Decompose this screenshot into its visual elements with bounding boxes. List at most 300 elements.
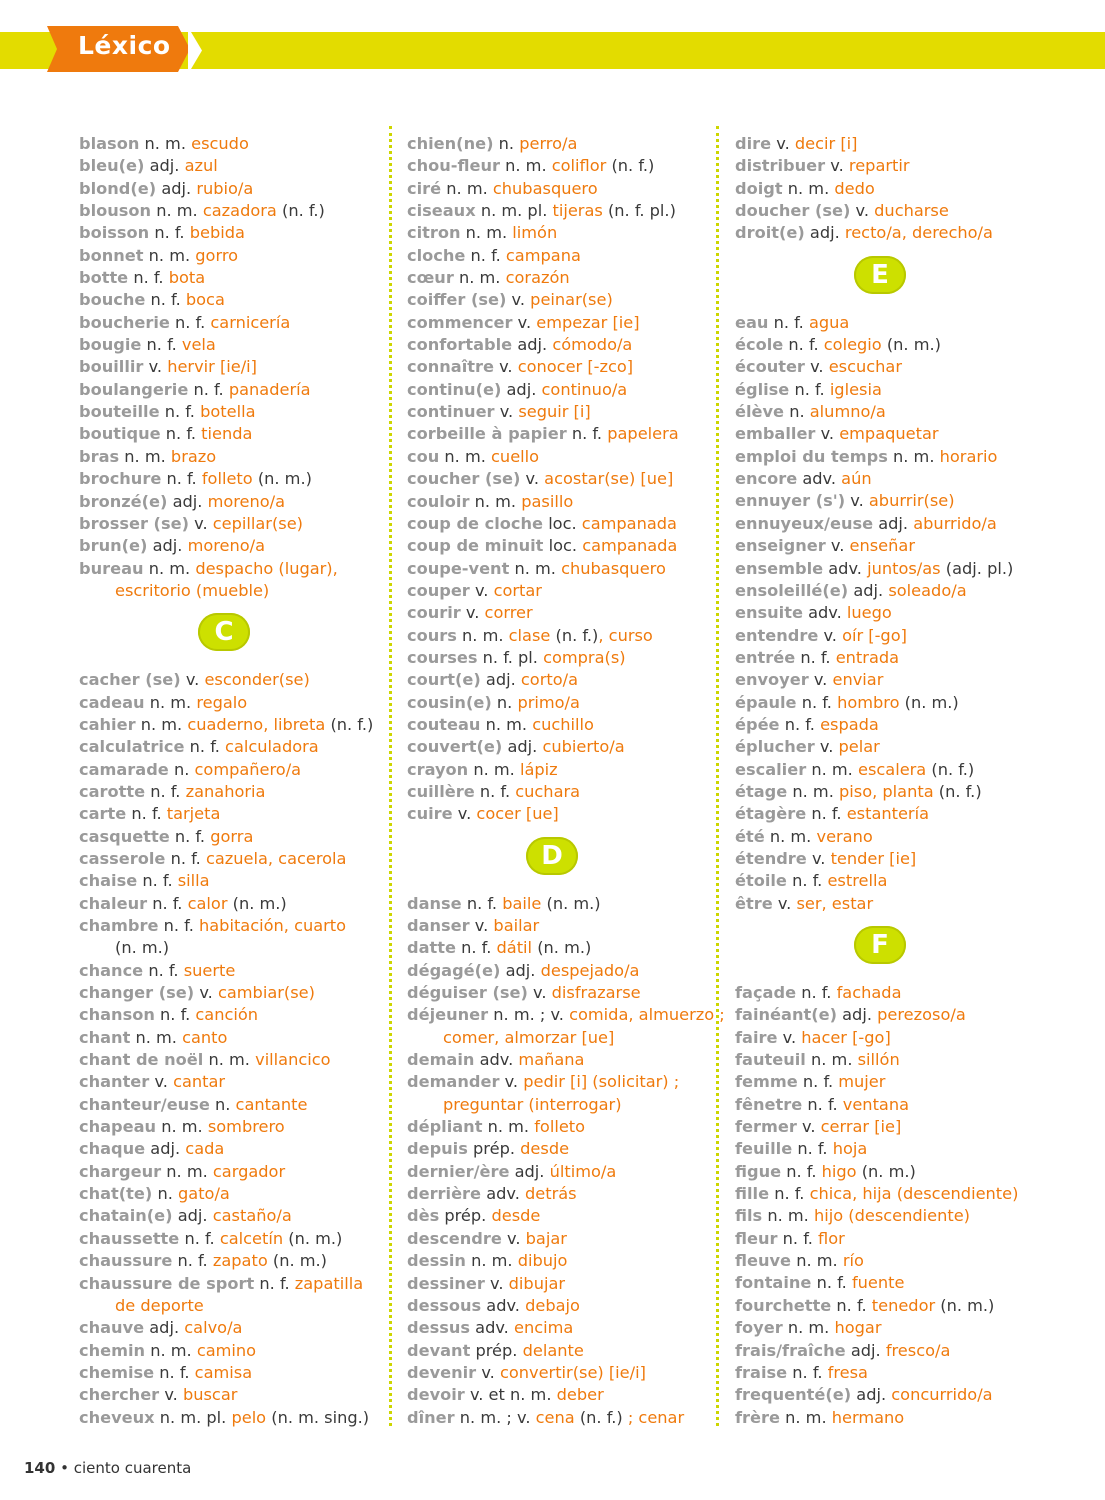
translation: tarjeta (166, 804, 221, 824)
glossary-entry (407, 1273, 707, 1295)
headword: ensuite (735, 603, 803, 623)
grammar-note: (n. m.) (940, 1295, 995, 1315)
headword: casserole (79, 848, 166, 868)
glossary-entry (407, 960, 707, 982)
grammar-tag: n. m. ; v. (493, 1005, 564, 1025)
headword: fermer (735, 1117, 797, 1137)
grammar-tag: n. f. (788, 335, 819, 355)
grammar-tag: adv. (475, 1318, 509, 1338)
grammar-tag: n. f. (177, 1251, 208, 1271)
translation: aburrido/a (913, 513, 997, 533)
glossary-entry (407, 133, 707, 155)
headword: coiffer (se) (407, 290, 507, 310)
grammar-tag: n. m. pl. (480, 201, 548, 221)
translation: camisa (194, 1362, 253, 1382)
entry-continuation (79, 1295, 379, 1317)
translation: cargador (212, 1161, 286, 1181)
translation: cazadora (202, 201, 277, 221)
glossary-entry (735, 1071, 1035, 1093)
grammar-tag: v. (504, 1072, 519, 1092)
translation: canto (182, 1027, 228, 1047)
glossary-entry (735, 759, 1035, 781)
translation: gato/a (178, 1184, 230, 1204)
headword: escalier (735, 759, 807, 779)
glossary-entry (407, 1071, 707, 1093)
grammar-tag: v. (855, 201, 869, 221)
translation-continued: escritorio (mueble) (115, 580, 270, 600)
headword: blason (79, 134, 140, 153)
grammar-tag: n. m. ; v. (459, 1407, 531, 1427)
grammar-tag: n. m. (140, 714, 183, 734)
headword: chanteur/euse (79, 1094, 210, 1114)
grammar-tag: n. m. (446, 178, 488, 198)
glossary-entry (79, 155, 379, 177)
grammar-tag: n. f. (792, 871, 823, 891)
glossary-entry (407, 982, 707, 1004)
grammar-tag: v. (465, 603, 480, 623)
grammar-tag: n. m. (166, 1161, 208, 1181)
grammar-tag: adj. (177, 1206, 208, 1226)
glossary-entry (735, 200, 1035, 222)
glossary-entry (735, 133, 1035, 155)
grammar-tag: n. m. (208, 1050, 250, 1070)
grammar-tag: n. f. (786, 1161, 817, 1181)
headword: coup de cloche (407, 513, 544, 533)
headword: coupe-vent (407, 558, 510, 578)
headword: chemin (79, 1340, 146, 1360)
translation: cuaderno, libreta (187, 714, 326, 734)
translation: decir [i] (794, 134, 858, 153)
glossary-entry (79, 960, 379, 982)
translation: deber (556, 1385, 604, 1405)
headword: changer (se) (79, 983, 195, 1003)
translation: ser, estar (796, 893, 874, 913)
grammar-tag: v. (525, 469, 539, 489)
grammar-tag: n. f. (801, 692, 832, 712)
translation: higo (821, 1161, 857, 1181)
grammar-tag: v. et n. m. (469, 1385, 552, 1405)
glossary-entry (79, 133, 379, 155)
glossary-entry (735, 1272, 1035, 1294)
translation: ventana (842, 1094, 910, 1114)
headword: couper (407, 580, 470, 600)
translation-extra: ; cenar (622, 1407, 685, 1427)
grammar-tag: n. m. (135, 1027, 177, 1047)
glossary-column-1 (79, 133, 379, 1429)
translation: villancico (255, 1050, 331, 1070)
translation: mujer (838, 1072, 886, 1092)
translation: silla (177, 871, 210, 891)
glossary-entry (735, 334, 1035, 356)
translation: chubasquero (561, 558, 666, 578)
glossary-entry (79, 826, 379, 848)
glossary-entry (735, 535, 1035, 557)
translation: verano (816, 826, 873, 846)
headword: corbeille à papier (407, 424, 567, 444)
glossary-entry (79, 535, 379, 557)
glossary-entry (79, 1273, 379, 1295)
translation: lápiz (519, 759, 558, 779)
grammar-tag: n. m. (150, 1340, 192, 1360)
headword: chance (79, 960, 144, 980)
grammar-tag: n. (173, 759, 190, 779)
glossary-entry (735, 1049, 1035, 1071)
headword: femme (735, 1072, 798, 1092)
headword: chaise (79, 871, 138, 891)
grammar-tag: n. f. (807, 1094, 838, 1114)
glossary-entry (79, 1228, 379, 1250)
grammar-note: (n. m.) (232, 893, 287, 913)
glossary-entry (79, 446, 379, 468)
grammar-note: (n. m.) (115, 938, 170, 958)
translation: detrás (525, 1184, 577, 1204)
glossary-entry (735, 356, 1035, 378)
grammar-note: (n. f.) (282, 201, 325, 221)
headword: dépliant (407, 1117, 483, 1137)
column-separator (389, 126, 392, 1426)
grammar-tag: n. f. (774, 1184, 805, 1204)
glossary-entry (79, 356, 379, 378)
translation: alumno/a (809, 402, 886, 422)
grammar-tag: adj. (809, 223, 840, 243)
translation: baile (502, 893, 542, 913)
glossary-entry (407, 267, 707, 289)
headword: boucherie (79, 312, 170, 332)
grammar-tag: v. (830, 156, 844, 176)
glossary-entry (735, 1116, 1035, 1138)
headword: foyer (735, 1318, 783, 1338)
grammar-tag: v. (782, 1027, 797, 1047)
headword: éplucher (735, 737, 815, 757)
glossary-entry (407, 178, 707, 200)
column-separator (716, 126, 719, 1426)
translation: bebida (189, 223, 245, 243)
glossary-entry (407, 289, 707, 311)
glossary-entry (79, 245, 379, 267)
headword: étagère (735, 804, 807, 824)
headword: continuer (407, 402, 495, 422)
headword: dessous (407, 1295, 482, 1315)
glossary-entry (407, 1138, 707, 1160)
headword: cloche (407, 245, 466, 265)
headword: depuis (407, 1139, 468, 1159)
headword: chercher (79, 1385, 160, 1405)
headword: ennuyer (s') (735, 491, 846, 511)
headword: chant de noël (79, 1050, 204, 1070)
glossary-entry (79, 558, 379, 580)
letter-badge: C (198, 613, 250, 651)
headword: chapeau (79, 1117, 157, 1137)
glossary-entry (79, 848, 379, 870)
grammar-tag: v. (819, 737, 834, 757)
glossary-entry (79, 334, 379, 356)
translation: agua (808, 312, 850, 332)
grammar-tag: v. (185, 670, 200, 690)
glossary-entry (79, 1183, 379, 1205)
translation: chica, hija (descendiente) (809, 1184, 1019, 1204)
translation: mañana (518, 1050, 585, 1070)
glossary-entry (407, 245, 707, 267)
translation: flor (818, 1228, 845, 1248)
glossary-entry (407, 669, 707, 691)
headword: bureau (79, 558, 144, 578)
translation: cortar (493, 580, 542, 600)
entry-continuation (79, 937, 379, 959)
headword: courir (407, 603, 461, 623)
translation: canción (195, 1005, 259, 1025)
grammar-tag: n. f. (782, 1228, 813, 1248)
grammar-tag: n. f. (159, 1362, 190, 1382)
headword: botte (79, 268, 129, 288)
grammar-tag: n. f. (175, 312, 206, 332)
glossary-entry (407, 1407, 707, 1429)
translation: campanada (581, 513, 677, 533)
translation: habitación, cuarto (199, 916, 347, 935)
grammar-tag: adj. (485, 670, 516, 690)
headword: bronzé(e) (79, 491, 168, 511)
glossary-entry (79, 915, 379, 937)
grammar-tag: n. m. (474, 491, 517, 511)
glossary-entry (735, 423, 1035, 445)
glossary-entry (407, 1116, 707, 1138)
headword: court(e) (407, 670, 481, 690)
headword: brun(e) (79, 536, 148, 556)
grammar-note: (n. f. pl.) (607, 201, 676, 221)
glossary-entry (79, 1205, 379, 1227)
headword: entrée (735, 647, 796, 667)
glossary-entry (735, 625, 1035, 647)
headword: déguiser (se) (407, 983, 528, 1003)
glossary-entry (79, 1384, 379, 1406)
grammar-tag: n. f. (163, 916, 194, 935)
glossary-entry (735, 602, 1035, 624)
translation: enseñar (849, 536, 915, 556)
translation: cocer [ue] (476, 804, 559, 824)
glossary-entry (735, 982, 1035, 1004)
grammar-tag: prép. (475, 1340, 518, 1360)
glossary-entry (735, 446, 1035, 468)
translation: hervir [ie/i] (167, 357, 257, 377)
translation: luego (846, 603, 892, 623)
grammar-tag: v. (507, 1228, 521, 1248)
glossary-entry (735, 1317, 1035, 1339)
grammar-tag: n. m. (785, 1407, 827, 1427)
headword: coup de minuit (407, 536, 544, 556)
glossary-entry (79, 692, 379, 714)
letter-badge: D (526, 837, 578, 875)
glossary-entry (735, 1250, 1035, 1272)
translation: fresco/a (885, 1340, 951, 1360)
glossary-entry (407, 1161, 707, 1183)
glossary-entry (407, 356, 707, 378)
glossary-entry (735, 781, 1035, 803)
grammar-tag: adj. (514, 1161, 545, 1181)
translation: sombrero (207, 1117, 285, 1137)
glossary-entry (735, 714, 1035, 736)
headword: déjeuner (407, 1005, 489, 1025)
headword: chatain(e) (79, 1206, 173, 1226)
headword: boutique (79, 424, 161, 444)
grammar-tag: v. (533, 983, 547, 1003)
page-number: 140 (24, 1459, 56, 1477)
glossary-entry (735, 1138, 1035, 1160)
grammar-tag: n. m. (156, 201, 198, 221)
glossary-entry (79, 289, 379, 311)
grammar-tag: adj. (507, 737, 538, 757)
translation: empaquetar (839, 424, 939, 444)
grammar-tag: n. f. (773, 312, 804, 332)
glossary-entry (79, 312, 379, 334)
headword: chaussure (79, 1251, 173, 1271)
translation: bailar (493, 916, 540, 935)
translation: soleado/a (888, 580, 967, 600)
headword: ciseaux (407, 201, 476, 221)
headword: dire (735, 134, 772, 153)
glossary-entry (407, 1317, 707, 1339)
grammar-tag: n. m. (787, 1318, 830, 1338)
glossary-entry (79, 1027, 379, 1049)
glossary-entry (735, 692, 1035, 714)
grammar-note: (n. f.) (611, 156, 655, 176)
translation: carnicería (210, 312, 291, 332)
glossary-entry (407, 1340, 707, 1362)
grammar-tag: n. m. (144, 134, 186, 153)
grammar-tag: n. f. pl. (482, 647, 538, 667)
glossary-entry (407, 1362, 707, 1384)
glossary-entry (79, 669, 379, 691)
glossary-entry (407, 1205, 707, 1227)
grammar-note: (n. m.) (272, 1251, 327, 1271)
grammar-tag: v. (776, 134, 790, 153)
headword: frequenté(e) (735, 1385, 852, 1405)
glossary-entry (735, 1362, 1035, 1384)
translation: escudo (191, 134, 249, 153)
grammar-tag: n. m. (514, 558, 556, 578)
grammar-note: (n. f.) (330, 714, 374, 734)
translation: clase (508, 625, 551, 645)
grammar-tag: n. m. (148, 558, 191, 578)
page-title: Léxico (78, 31, 171, 60)
headword: couloir (407, 491, 470, 511)
headword: fleuve (735, 1251, 792, 1271)
grammar-tag: adv. (486, 1184, 520, 1204)
grammar-tag: v. (811, 848, 826, 868)
grammar-tag: n. m. (487, 1117, 530, 1137)
translation: bota (168, 268, 206, 288)
headword: fille (735, 1184, 770, 1204)
headword: façade (735, 983, 797, 1002)
grammar-tag: n. m. (787, 178, 830, 198)
headword: église (735, 379, 790, 399)
glossary-entry (79, 781, 379, 803)
grammar-tag: n. m. (148, 245, 191, 265)
glossary-entry (407, 491, 707, 513)
grammar-tag: n. m. (444, 446, 486, 466)
translation: ducharse (874, 201, 949, 221)
translation: cepillar(se) (212, 513, 303, 533)
glossary-entry (79, 200, 379, 222)
grammar-tag: n. m. (485, 714, 528, 734)
grammar-note: (n. m.) (546, 893, 601, 913)
translation: último/a (549, 1161, 617, 1181)
translation: continuo/a (541, 379, 628, 399)
grammar-tag: n. f. (160, 1005, 191, 1025)
translation: piso, planta (839, 781, 934, 801)
grammar-tag: n. m. (505, 156, 547, 176)
grammar-tag: n. f. (164, 402, 195, 422)
glossary-entry (79, 513, 379, 535)
glossary-entry (735, 736, 1035, 758)
grammar-tag: loc. (548, 513, 577, 533)
glossary-entry (735, 1384, 1035, 1406)
glossary-entry (407, 423, 707, 445)
glossary-entry (79, 423, 379, 445)
grammar-tag: v. (511, 290, 526, 310)
grammar-tag: n. f. (146, 335, 177, 355)
translation: comida, almuerzo ; (569, 1005, 725, 1025)
translation: limón (512, 223, 558, 243)
headword: brochure (79, 469, 162, 489)
grammar-tag: adj. (878, 513, 909, 533)
headword: datte (407, 938, 456, 958)
headword: devoir (407, 1385, 465, 1405)
grammar-tag: n. f. (792, 1362, 823, 1382)
translation: buscar (182, 1385, 238, 1405)
glossary-entry (79, 870, 379, 892)
translation: colegio (823, 335, 882, 355)
grammar-tag: n. f. (801, 983, 832, 1002)
glossary-entry (79, 1049, 379, 1071)
headword: descendre (407, 1228, 502, 1248)
translation: disfrazarse (551, 983, 641, 1003)
glossary-entry (407, 401, 707, 423)
page-footer (24, 1459, 191, 1477)
translation: zanahoria (185, 781, 266, 801)
grammar-tag: n. (157, 1184, 173, 1204)
grammar-tag: n. f. (152, 893, 183, 913)
headword: courses (407, 647, 478, 667)
translation: gorra (210, 826, 254, 846)
headword: bouche (79, 290, 146, 310)
headword: ensoleillé(e) (735, 580, 849, 600)
glossary-entry (407, 602, 707, 624)
headword: être (735, 893, 773, 913)
glossary-entry (79, 401, 379, 423)
headword: blouson (79, 201, 152, 221)
glossary-entry (735, 1027, 1035, 1049)
glossary-entry (735, 1183, 1035, 1205)
grammar-note: (n. m.) (537, 938, 592, 958)
grammar-note: (n. m.) (861, 1161, 916, 1181)
translation: desde (520, 1139, 570, 1159)
grammar-note: (n. m.) (288, 1228, 343, 1248)
translation: pasillo (521, 491, 574, 511)
headword: cours (407, 625, 457, 645)
translation: primo/a (517, 692, 580, 712)
headword: chou-fleur (407, 156, 500, 176)
translation: dedo (834, 178, 875, 198)
grammar-tag: adj. (856, 1385, 887, 1405)
grammar-note: (n. f.) (555, 625, 599, 645)
glossary-entry (407, 334, 707, 356)
translation: convertir(se) [ie/i] (499, 1362, 646, 1382)
headword: épée (735, 714, 780, 734)
glossary-entry (407, 1004, 725, 1026)
glossary-entry (79, 759, 379, 781)
glossary-entry (407, 1228, 707, 1250)
glossary-entry (79, 803, 379, 825)
grammar-note: (n. m.) (886, 335, 941, 355)
